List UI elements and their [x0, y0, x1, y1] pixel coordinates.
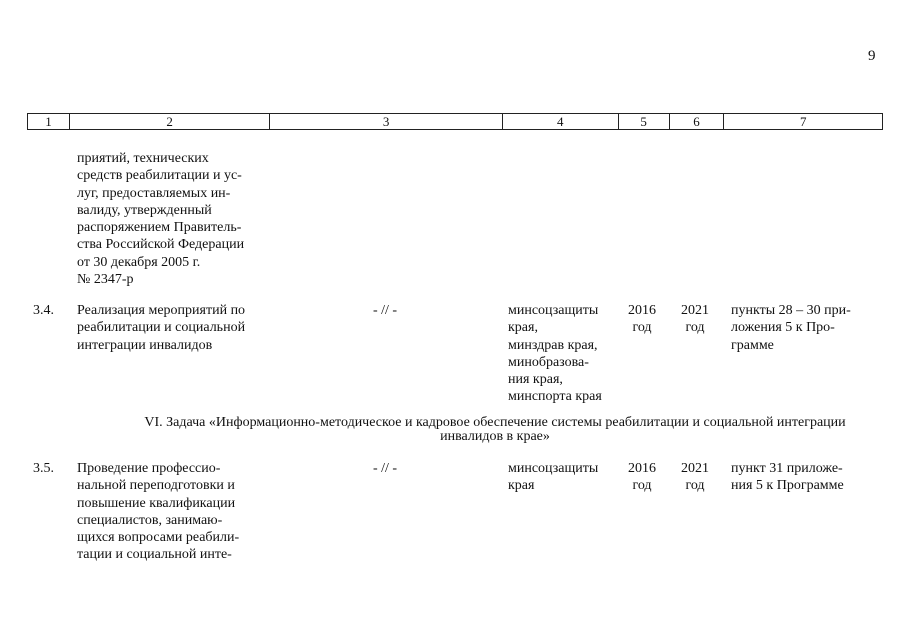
- text-line: валиду, утвержденный: [77, 202, 212, 218]
- row-3-4-number: 3.4.: [33, 303, 54, 318]
- text-line: края: [508, 478, 535, 494]
- text-line: пункт 31 приложе-: [731, 461, 843, 476]
- text-line: год: [632, 320, 652, 336]
- text-line: ложения 5 к Про-: [731, 320, 835, 336]
- section-title-line: VI. Задача «Информационно-методическое и кадровое обеспечение системы реабилитации и социальной интеграции: [144, 415, 846, 430]
- text-line: год: [632, 478, 652, 494]
- text-line: 2021: [681, 303, 709, 318]
- text-line: № 2347-р: [77, 272, 134, 288]
- row-3-5-col4: [508, 460, 598, 495]
- text-line: повышение квалификации: [77, 495, 236, 511]
- row-3-5-number: 3.5.: [33, 461, 54, 476]
- text-line: 2021: [681, 461, 709, 476]
- text-line: ства Российской Федерации: [77, 237, 245, 253]
- text-line: нальной переподготовки и: [77, 478, 235, 494]
- row-3-4-col4: [508, 302, 602, 406]
- text-line: Реализация мероприятий по: [77, 303, 246, 318]
- text-line: 2016: [628, 461, 656, 476]
- text-line: год: [685, 320, 705, 336]
- text-line: ния 5 к Программе: [731, 478, 844, 494]
- text-line: щихся вопросами реабили-: [77, 530, 240, 546]
- table-header-row: [27, 113, 883, 130]
- row-3-5-col3: - // -: [372, 461, 398, 476]
- row-3-5-col5: [622, 460, 662, 495]
- header-col-4: 4: [503, 114, 619, 129]
- text-line: реабилитации и социальной: [77, 320, 246, 336]
- text-line: минсоцзащиты: [508, 461, 599, 476]
- row-3-4-col7: [731, 302, 876, 354]
- text-line: пункты 28 – 30 при-: [731, 303, 851, 318]
- row-3-4-col3: - // -: [372, 303, 398, 318]
- header-col-5: 5: [619, 114, 670, 129]
- text-line: интеграции инвалидов: [77, 337, 213, 353]
- text-line: специалистов, занимаю-: [77, 512, 223, 528]
- text-line: минсоцзащиты: [508, 303, 599, 318]
- text-line: от 30 декабря 2005 г.: [77, 254, 201, 270]
- text-line: ния края,: [508, 372, 563, 388]
- text-line: луг, предоставляемых ин-: [77, 185, 231, 201]
- header-col-7: 7: [799, 114, 807, 129]
- row-3-5-col6: [675, 460, 715, 495]
- row-3-5-col2: [77, 460, 263, 564]
- text-line: тации и социальной инте-: [77, 547, 232, 563]
- section-title: [80, 416, 905, 444]
- header-col-3: 3: [270, 114, 502, 129]
- header-col-2: 2: [70, 114, 271, 129]
- continued-row-col2: [77, 150, 263, 288]
- row-3-4-col5: [622, 302, 662, 337]
- text-line: приятий, технических: [77, 151, 209, 166]
- text-line: края,: [508, 320, 538, 336]
- page-number: 9: [868, 48, 876, 64]
- header-col-6: 6: [670, 114, 725, 129]
- row-3-4-col2: [77, 302, 263, 354]
- section-title-line: инвалидов в крае»: [440, 429, 550, 444]
- text-line: средств реабилитации и ус-: [77, 168, 242, 184]
- text-line: минспорта края: [508, 389, 602, 405]
- text-line: грамме: [731, 337, 774, 353]
- row-3-5-col7: [731, 460, 876, 495]
- header-col-1: 1: [28, 114, 70, 129]
- text-line: минздрав края,: [508, 337, 598, 353]
- text-line: год: [685, 478, 705, 494]
- text-line: минобразова-: [508, 354, 589, 370]
- row-3-4-col6: [675, 302, 715, 337]
- text-line: Проведение профессио-: [77, 461, 221, 476]
- text-line: распоряжением Правитель-: [77, 220, 242, 236]
- text-line: 2016: [628, 303, 656, 318]
